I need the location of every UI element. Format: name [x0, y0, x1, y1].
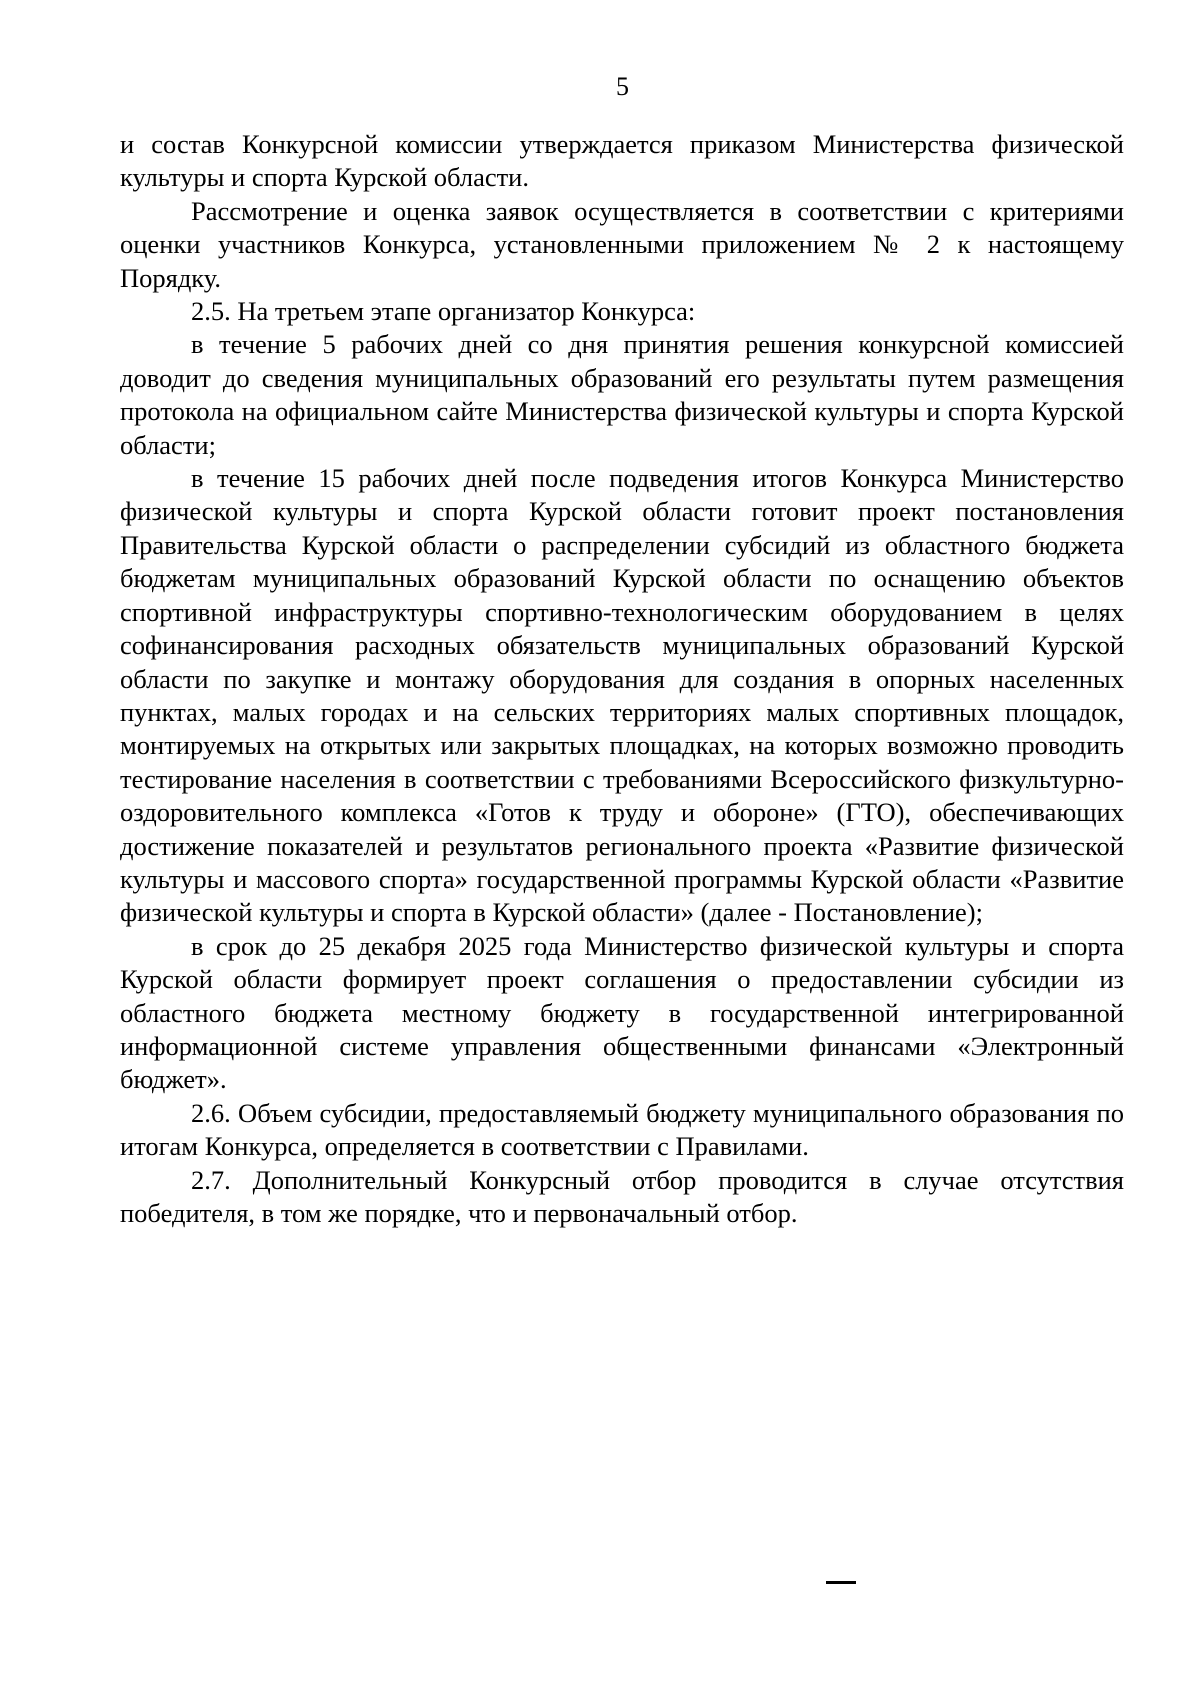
paragraph-commission-composition: и состав Конкурсной комиссии утверждается приказом Министерства физической культуры и спорта Курской области. — [120, 129, 1124, 193]
paragraph-agreement-draft: в срок до 25 декабря 2025 года Министерство физической культуры и спорта Курской области формирует проект соглашения о предоставлении субсидии из областного бюджета местному бюджету в государственной интегрированной информационной системе управления общественными финансами «Электронный бюджет». — [120, 930, 1124, 1095]
paragraph-resolution-draft: в течение 15 рабочих дней после подведения итогов Конкурса Министерство физической культуры и спорта Курской области готовит проект постановления Правительства Курской области о распределении субсидий из областного бюджета бюджетам муниципальных образований Курской области по оснащению объектов спортивной инфраструктуры спортивно-технологическим оборудованием в целях софинансирования расходных обязательств муниципальных образований Курской области по закупке и монтажу оборудования для создания в опорных населенных пунктах, малых городах и на сельских территориях малых спортивных площадок, монтируемых на открытых или закрытых площадках, на которых возможно проводить тестирование населения в соответствии с требованиями Всероссийского физкультурно-оздоровительного комплекса «Готов к труду и обороне» (ГТО), обеспечивающих достижение показателей и результатов регионального проекта «Развитие физической культуры и массового спорта» государственной программы Курской области «Развитие физической культуры и спорта в Курской области» (далее - Постановление); — [120, 463, 1124, 928]
document-body — [120, 128, 1124, 1230]
paragraph-2-6-subsidy-volume: 2.6. Объем субсидии, предоставляемый бюджету муниципального образования по итогам Конкурса, определяется в соответствии с Правилами. — [120, 1097, 1124, 1162]
paragraph-results-notification: в течение 5 рабочих дней со дня принятия решения конкурсной комиссией доводит до сведения муниципальных образований его результаты путем размещения протокола на официальном сайте Министерства физической культуры и спорта Курской области; — [120, 329, 1124, 460]
paragraph-2-7-additional-selection: 2.7. Дополнительный Конкурсный отбор проводится в случае отсутствия победителя, в том же порядке, что и первоначальный отбор. — [120, 1164, 1124, 1228]
page-number: 5 — [616, 72, 629, 101]
paragraph-2-5-heading: 2.5. На третьем этапе организатор Конкурса: — [191, 296, 696, 327]
paragraph-application-review: Рассмотрение и оценка заявок осуществляется в соответствии с критериями оценки участников Конкурса, установленными приложением № 2 к настоящему Порядку. — [120, 195, 1124, 293]
page-end-mark — [826, 1581, 856, 1584]
